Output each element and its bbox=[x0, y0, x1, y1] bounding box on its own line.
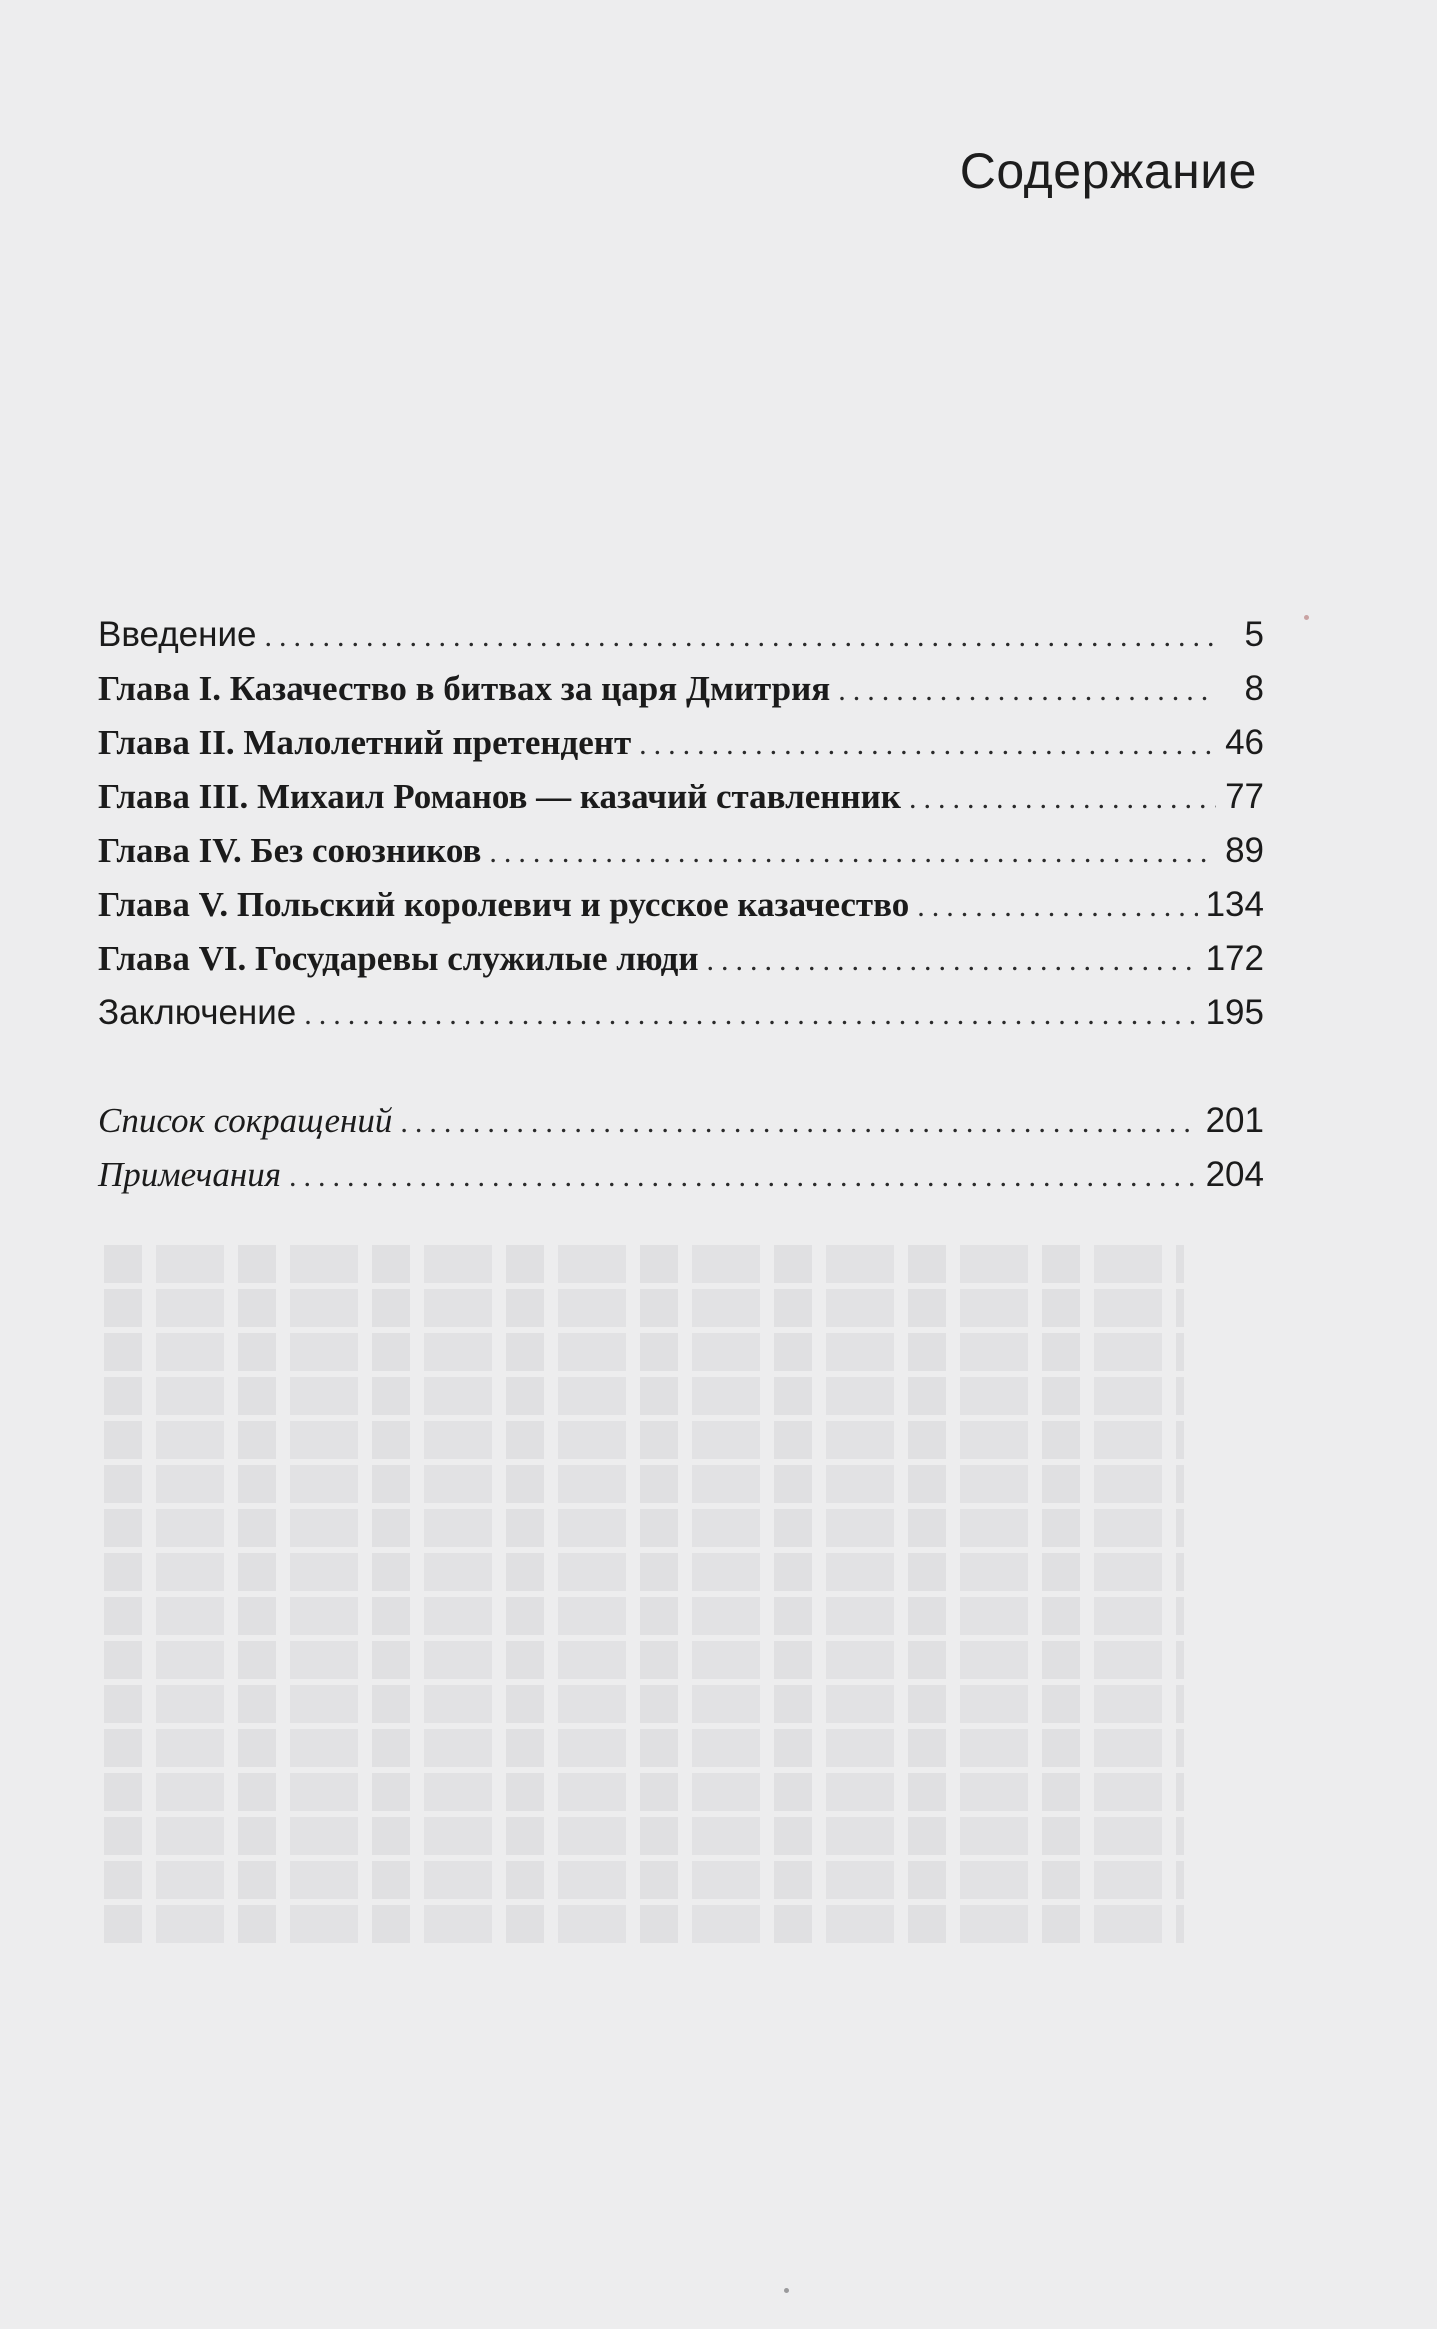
toc-entry[interactable] bbox=[98, 1094, 1264, 1148]
toc-entry-title: Глава IV. Без союзников bbox=[98, 831, 482, 870]
dot-leader bbox=[289, 1150, 1198, 1204]
toc-entry-title: Глава I. Казачество в битвах за царя Дмитрия bbox=[98, 669, 831, 708]
toc-entry-title: Примечания bbox=[98, 1155, 282, 1194]
toc-entry-page: 5 bbox=[1244, 615, 1264, 654]
toc-entry-page: 172 bbox=[1205, 939, 1264, 978]
toc-entry-page: 46 bbox=[1225, 723, 1264, 762]
toc-entry[interactable] bbox=[98, 770, 1264, 824]
reverse-side-bleed-through bbox=[104, 1245, 1184, 1949]
toc-entry-title: Глава II. Малолетний претендент bbox=[98, 723, 632, 762]
toc-entry[interactable] bbox=[98, 1148, 1264, 1202]
dot-leader bbox=[264, 610, 1216, 664]
toc-entry-title: Введение bbox=[98, 615, 257, 654]
toc-entry-title: Глава V. Польский королевич и русское казачество bbox=[98, 885, 910, 924]
toc-entry-page: 89 bbox=[1225, 831, 1264, 870]
paper-speck bbox=[1304, 615, 1309, 620]
toc-entry[interactable] bbox=[98, 878, 1264, 932]
toc-entry[interactable] bbox=[98, 986, 1264, 1040]
toc-entry[interactable] bbox=[98, 716, 1264, 770]
dot-leader bbox=[707, 934, 1198, 988]
dot-leader bbox=[909, 772, 1216, 826]
page-title: Содержание bbox=[959, 142, 1257, 199]
table-of-contents bbox=[98, 608, 1264, 1202]
toc-entry-title: Заключение bbox=[98, 993, 297, 1032]
paper-speck bbox=[784, 2288, 789, 2293]
dot-leader bbox=[639, 718, 1216, 772]
toc-entry-title: Глава III. Михаил Романов — казачий ставленник bbox=[98, 777, 901, 816]
toc-entry-page: 201 bbox=[1205, 1101, 1264, 1140]
toc-entry[interactable] bbox=[98, 824, 1264, 878]
dot-leader bbox=[304, 988, 1197, 1042]
toc-entry-page: 77 bbox=[1225, 777, 1264, 816]
toc-entry[interactable] bbox=[98, 662, 1264, 716]
dot-leader bbox=[400, 1096, 1197, 1150]
toc-entry-title: Список сокращений bbox=[98, 1101, 393, 1140]
dot-leader bbox=[917, 880, 1197, 934]
dot-leader bbox=[838, 664, 1216, 718]
toc-entry-page: 134 bbox=[1205, 885, 1264, 924]
toc-entry[interactable] bbox=[98, 932, 1264, 986]
toc-entry-page: 195 bbox=[1205, 993, 1264, 1032]
toc-entry[interactable] bbox=[98, 608, 1264, 662]
toc-entry-title: Глава VI. Государевы служилые люди bbox=[98, 939, 699, 978]
toc-entry-page: 204 bbox=[1205, 1155, 1264, 1194]
dot-leader bbox=[489, 826, 1216, 880]
toc-entry-page: 8 bbox=[1244, 669, 1264, 708]
